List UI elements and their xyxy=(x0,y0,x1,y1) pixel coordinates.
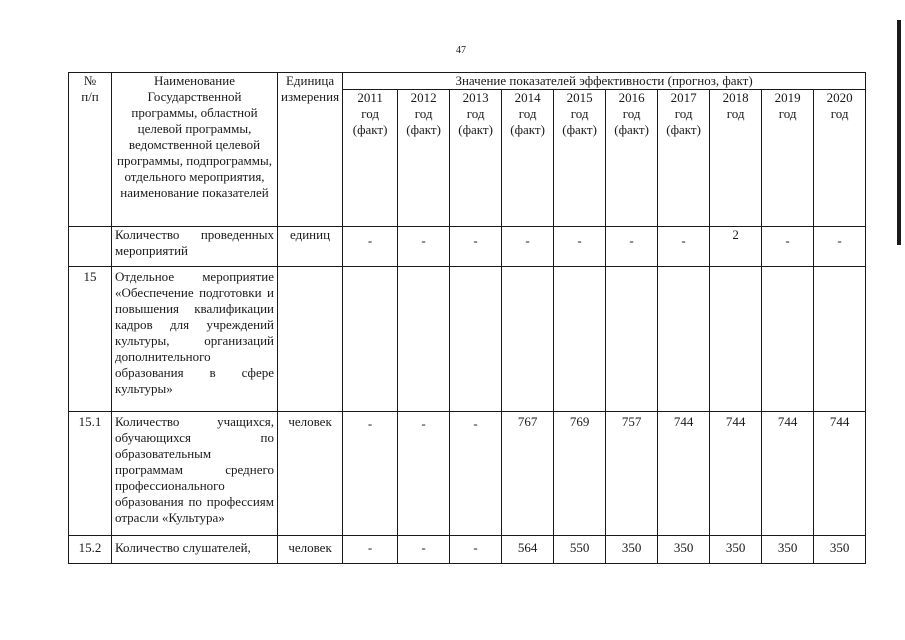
header-year-2011: 2011 год (факт) xyxy=(343,90,398,227)
row-unit xyxy=(278,267,343,412)
row-num: 15.1 xyxy=(69,412,112,536)
row-name: Количество слушателей, xyxy=(112,536,278,564)
value-cell: - xyxy=(398,227,450,267)
value-cell xyxy=(502,267,554,412)
value-cell: - xyxy=(343,536,398,564)
table-row xyxy=(69,536,866,564)
value-cell: 550 xyxy=(554,536,606,564)
page-number: 47 xyxy=(456,45,466,56)
value-cell: - xyxy=(606,227,658,267)
value-cell: 350 xyxy=(606,536,658,564)
row-name: Отдельное мероприятие «Обеспечение подготовки и повышения квалификации кадров для учреждений культуры, организаций дополнительного образования в сфере культуры» xyxy=(112,267,278,412)
value-cell: 350 xyxy=(814,536,866,564)
value-cell: 350 xyxy=(658,536,710,564)
header-year-2012: 2012 год (факт) xyxy=(398,90,450,227)
value-cell: 744 xyxy=(814,412,866,536)
value-cell xyxy=(814,267,866,412)
header-year-2016: 2016 год (факт) xyxy=(606,90,658,227)
value-cell: 757 xyxy=(606,412,658,536)
value-cell: 744 xyxy=(762,412,814,536)
indicators-table xyxy=(68,72,866,564)
value-cell: - xyxy=(450,536,502,564)
value-cell xyxy=(710,267,762,412)
header-year-2020: 2020 год xyxy=(814,90,866,227)
header-row xyxy=(69,73,866,90)
value-cell xyxy=(398,267,450,412)
header-num-cell: № п/п xyxy=(69,73,112,227)
table-row xyxy=(69,412,866,536)
row-name: Количество учащихся, обучающихся по образовательным программам среднего профессионального образования по профессиям отрасли «Культура» xyxy=(112,412,278,536)
header-unit-cell: Единица измерения xyxy=(278,73,343,227)
value-cell: - xyxy=(814,227,866,267)
value-cell: - xyxy=(502,227,554,267)
value-cell: - xyxy=(450,412,502,536)
value-cell: - xyxy=(398,536,450,564)
header-year-2019: 2019 год xyxy=(762,90,814,227)
value-cell: - xyxy=(450,227,502,267)
header-year-2017: 2017 год (факт) xyxy=(658,90,710,227)
value-cell: 2 xyxy=(710,227,762,267)
row-name: Количество проведенных мероприятий xyxy=(112,227,278,267)
row-unit: человек xyxy=(278,412,343,536)
page-edge-line xyxy=(897,20,901,245)
header-year-2015: 2015 год (факт) xyxy=(554,90,606,227)
table-row xyxy=(69,267,866,412)
row-unit: человек xyxy=(278,536,343,564)
header-year-2014: 2014 год (факт) xyxy=(502,90,554,227)
header-name-cell: Наименование Государственной программы, областной целевой программы, ведомственной целевой программы, подпрограммы, отдельного мероприятия, наименование показателей xyxy=(112,73,278,227)
value-cell: - xyxy=(762,227,814,267)
value-cell: 767 xyxy=(502,412,554,536)
value-cell: - xyxy=(398,412,450,536)
value-cell: 564 xyxy=(502,536,554,564)
value-cell: - xyxy=(658,227,710,267)
header-group-title: Значение показателей эффективности (прогноз, факт) xyxy=(343,73,866,90)
row-num: 15 xyxy=(69,267,112,412)
value-cell: 350 xyxy=(710,536,762,564)
value-cell: 769 xyxy=(554,412,606,536)
value-cell: 744 xyxy=(710,412,762,536)
header-year-2018: 2018 год xyxy=(710,90,762,227)
value-cell xyxy=(554,267,606,412)
value-cell: 744 xyxy=(658,412,710,536)
value-cell xyxy=(658,267,710,412)
row-num: 15.2 xyxy=(69,536,112,564)
value-cell xyxy=(762,267,814,412)
row-num xyxy=(69,227,112,267)
value-cell xyxy=(606,267,658,412)
value-cell xyxy=(450,267,502,412)
value-cell: - xyxy=(554,227,606,267)
value-cell: 350 xyxy=(762,536,814,564)
row-unit: единиц xyxy=(278,227,343,267)
value-cell xyxy=(343,267,398,412)
header-year-2013: 2013 год (факт) xyxy=(450,90,502,227)
value-cell: - xyxy=(343,227,398,267)
value-cell: - xyxy=(343,412,398,536)
table-row xyxy=(69,227,866,267)
